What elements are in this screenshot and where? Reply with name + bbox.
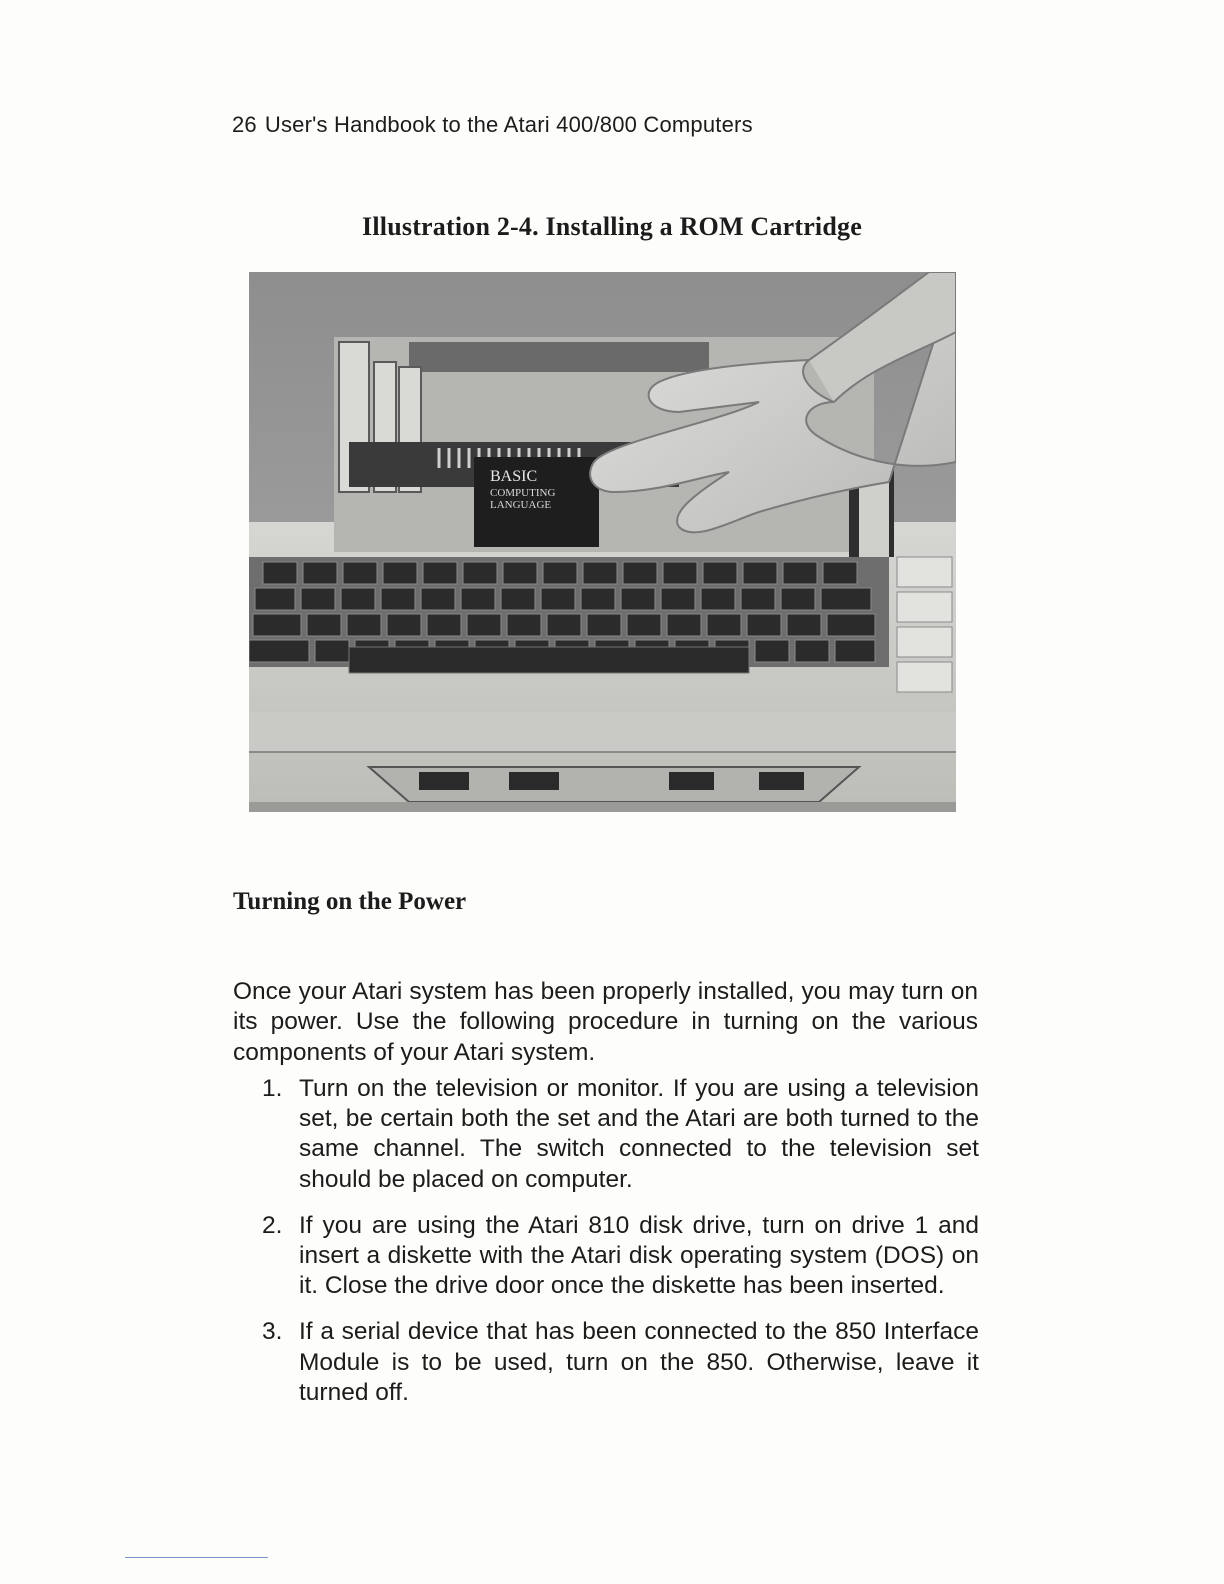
cartridge-install-illustration <box>249 272 956 812</box>
footer-rule <box>125 1557 268 1558</box>
step-text: If you are using the Atari 810 disk drive, turn on drive 1 and insert a diskette with the Atari disk operating system (DOS) on it. Close the drive door once the diskette has been inserted. <box>299 1211 979 1300</box>
step-text: Turn on the television or monitor. If you are using a television set, be certain both the set and the Atari are both turned to the same channel. The switch connected to the television set should be placed on computer. <box>299 1075 979 1193</box>
running-title: User's Handbook to the Atari 400/800 Computers <box>264 112 753 137</box>
intro-paragraph: Once your Atari system has been properly installed, you may turn on its power. Use the following procedure in turning on the various components of your Atari system. <box>233 977 978 1066</box>
cartridge-label-line2: COMPUTING <box>490 487 556 499</box>
section-heading: Turning on the Power <box>233 888 467 915</box>
step-number: 1. <box>262 1075 283 1102</box>
power-on-steps <box>262 1074 979 1408</box>
step-number: 2. <box>262 1211 283 1239</box>
list-item <box>262 1211 979 1302</box>
step-text: If a serial device that has been connected to the 850 Interface Module is to be used, turn on the 850. Otherwise, leave it turned off. <box>299 1318 979 1406</box>
step-number: 3. <box>262 1318 283 1346</box>
figure-photo <box>249 272 956 812</box>
list-item <box>262 1317 979 1408</box>
list-item <box>262 1074 979 1195</box>
running-head <box>232 112 753 138</box>
cartridge-label-line3: LANGUAGE <box>490 499 552 511</box>
figure-caption: Illustration 2-4. Installing a ROM Cartridge <box>362 212 862 241</box>
cartridge-label-line1: BASIC <box>490 468 538 485</box>
page-number: 26 <box>232 112 257 137</box>
